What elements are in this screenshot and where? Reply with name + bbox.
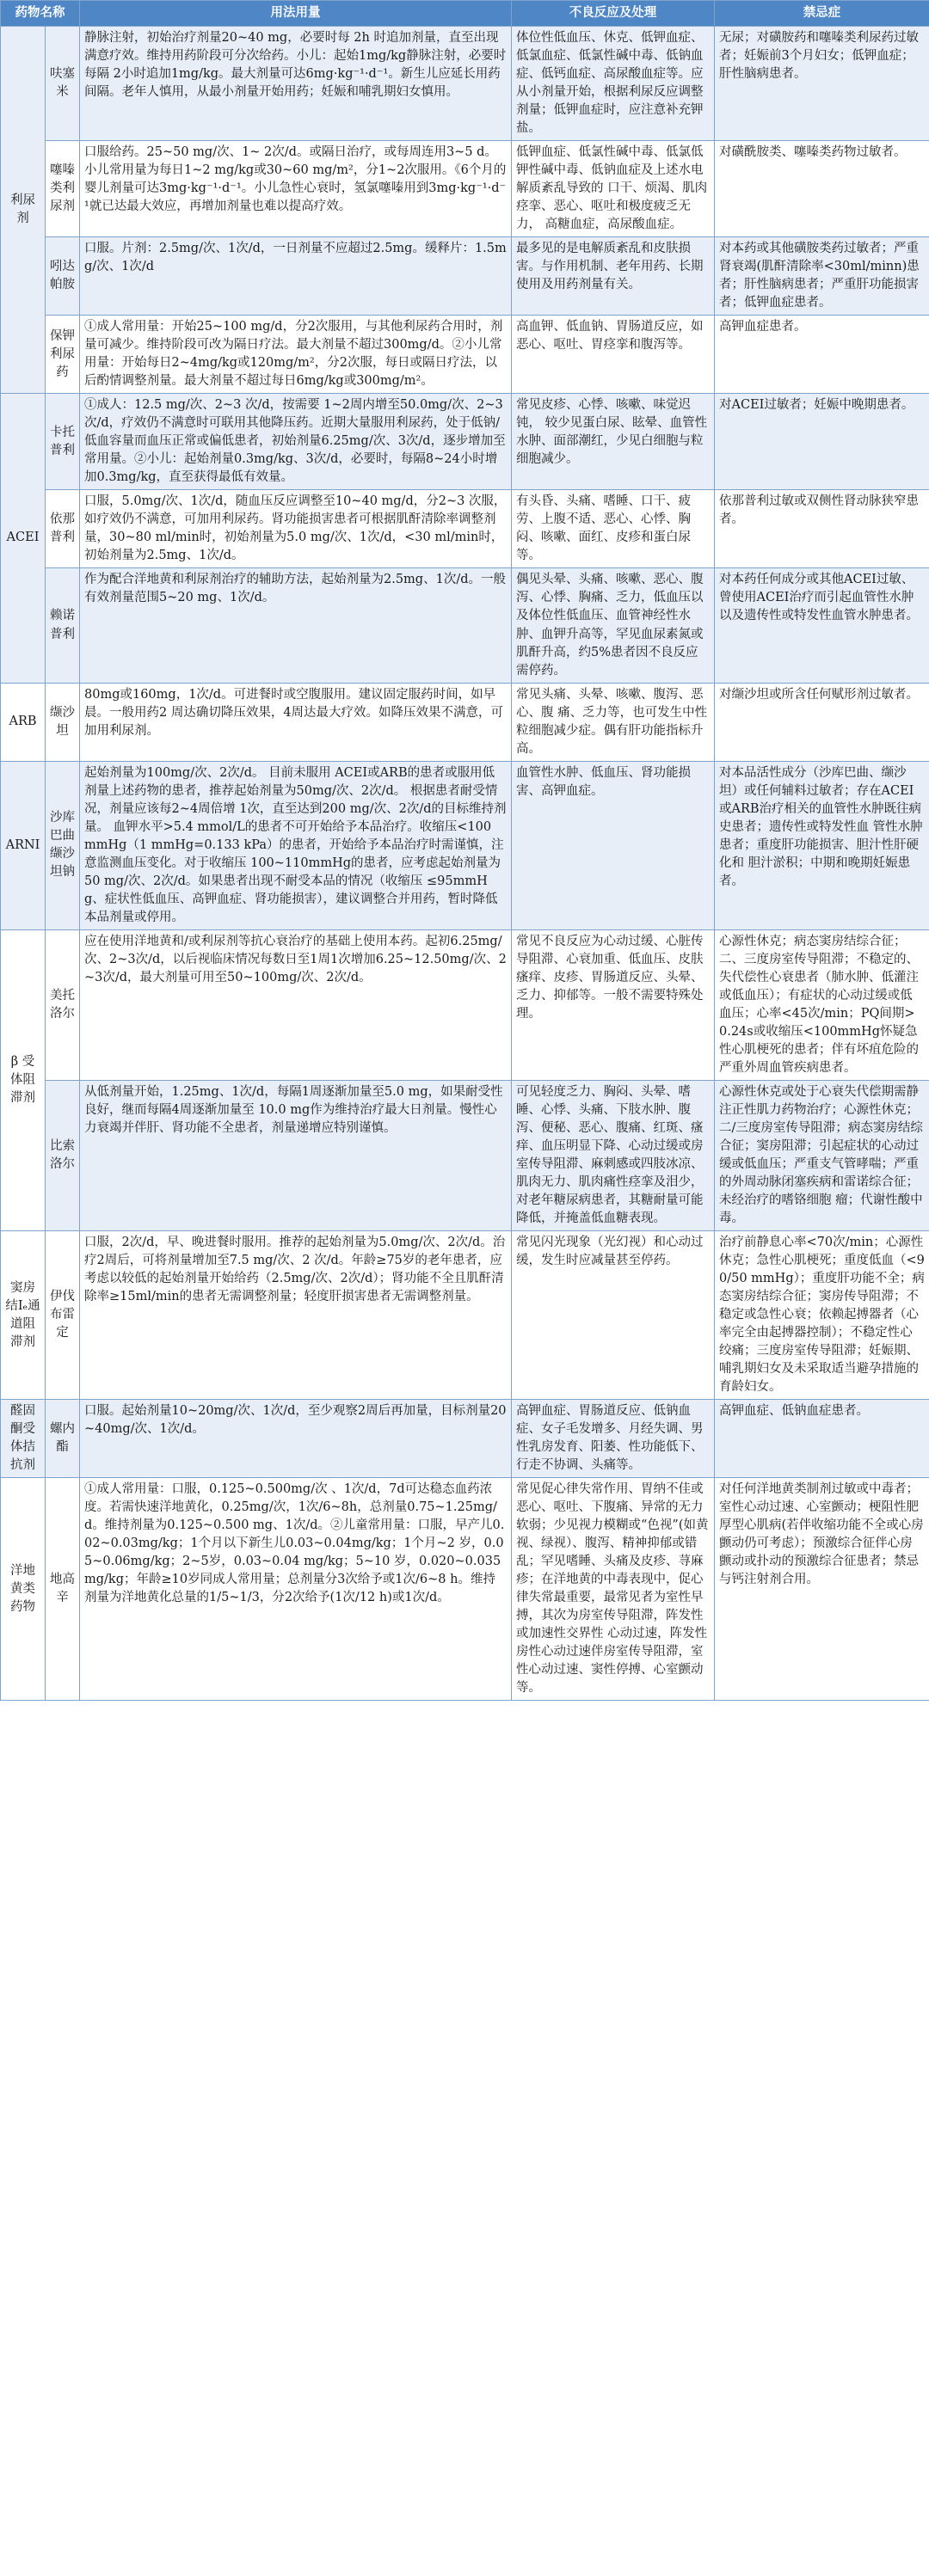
usage-cell: ①成人：12.5 mg/次、2~3 次/d，按需要 1~2周内增至50.0mg/次、2~3次/d，疗效仍不满意时可联用其他降压药。近期大量服用利尿药，处于低钠/低血容量而血压正常或偏低患者，初始剂量6.25mg/次、3次/d，逐步增加至常用量。②小儿：起始剂量0.3mg/kg、3次/d，必要时，每隔8~24小时增加0.3mg/kg，直至获得最低有效量。 xyxy=(80,394,512,490)
contraindication-cell: 对磺酰胺类、噻嗪类药物过敏者。 xyxy=(715,141,929,237)
drug-class-cell: ARB xyxy=(1,683,46,761)
drug-name-cell: 保钾利尿药 xyxy=(46,316,80,394)
contraindication-cell: 治疗前静息心率<70次/min；心源性休克；急性心肌梗死；重度低血（<90/50 mmHg）；重度肝功能不全；病态窦房结综合征；窦房传导阻滞；不稳定或急性心衰；依赖起搏器者（心率完全由起搏器控制）；不稳定性心绞痛；三度房室传导阻滞；妊娠期、哺乳期妇女及未采取适当避孕措施的育龄妇女。 xyxy=(715,1231,929,1400)
table-row xyxy=(1,761,929,929)
usage-cell: 口服。起始剂量10~20mg/次、1次/d，至少观察2周后再加量，目标剂量20~40mg/次、1次/d。 xyxy=(80,1400,512,1478)
table-row xyxy=(1,1478,929,1701)
drug-name-cell: 伊伐布雷定 xyxy=(46,1231,80,1400)
drug-class-cell: 窦房结Iₑ通道阻滞剂 xyxy=(1,1231,46,1400)
header-drug-name: 药物名称 xyxy=(1,1,80,27)
drug-name-cell: 依那普利 xyxy=(46,490,80,568)
table-row xyxy=(1,683,929,761)
drug-name-cell: 吲达帕胺 xyxy=(46,237,80,316)
drug-name-cell: 赖诺普利 xyxy=(46,568,80,683)
drug-name-cell: 呋塞米 xyxy=(46,27,80,141)
contraindication-cell: 心源性休克或处于心衰失代偿期需静注正性肌力药物治疗；心源性休克；二/三度房室传导阻滞；病态窦房结综合征；窦房阻滞；引起症状的心动过缓或低血压；严重支气管哮喘；严重的外周动脉闭塞疾病和雷诺综合征；未经治疗的嗜铬细胞 瘤；代谢性酸中毒。 xyxy=(715,1080,929,1230)
adverse-cell: 体位性低血压、休克、低钾血症、低氯血症、低氯性碱中毒、低钠血症、低钙血症、高尿酸血症等。应从小剂量开始，根据利尿反应调整剂量；低钾血症时，应注意补充钾盐。 xyxy=(512,27,715,141)
adverse-cell: 低钾血症、低氯性碱中毒、低氯低 钾性碱中毒、低钠血症及上述水电解质紊乱导致的 口干、烦渴、肌肉痉挛、恶心、呕吐和极度疲乏无力， 高糖血症，高尿酸血症。 xyxy=(512,141,715,237)
adverse-cell: 常见皮疹、心悸、咳嗽、味觉迟钝， 较少见蛋白尿、眩晕、血管性水肿、面部潮红，少见白细胞与粒细胞减少。 xyxy=(512,394,715,490)
adverse-cell: 血管性水肿、低血压、肾功能损害、高钾血症。 xyxy=(512,761,715,929)
table-row xyxy=(1,929,929,1080)
table-row xyxy=(1,1400,929,1478)
table-row xyxy=(1,141,929,237)
usage-cell: 作为配合洋地黄和利尿剂治疗的辅助方法，起始剂量为2.5mg、1次/d。一般有效剂量范围5~20 mg、1次/d。 xyxy=(80,568,512,683)
usage-cell: ①成人常用量：口服，0.125~0.500mg/次 、1次/d，7d可达稳态血药浓度。若需快速洋地黄化，0.25mg/次，1次/6~8h，总剂量0.75~1.25mg/d。维持剂量为0.125~0.500 mg、1次/d。②儿童常用量：口服，早产儿0.02~0.03mg/kg；1个月以下新生儿0.03~0.04mg/kg；1个月~2 岁，0.05~0.06mg/kg；2~5岁，0.03~0.04 mg/kg；5~10 岁，0.020~0.035 mg/kg；年龄≥10岁同成人常用量；总剂量分3次给予或1次/6~8 h。维持剂量为洋地黄化总量的1/5~1/3，分2次给予(1次/12 h)或1次/d。 xyxy=(80,1478,512,1701)
drug-class-cell: 洋地黄类药物 xyxy=(1,1478,46,1701)
contraindication-cell: 对ACEI过敏者；妊娠中晚期患者。 xyxy=(715,394,929,490)
table-row xyxy=(1,1231,929,1400)
drug-name-cell: 噻嗪类利尿剂 xyxy=(46,141,80,237)
drug-class-cell: 利尿剂 xyxy=(1,27,46,394)
header-usage: 用法用量 xyxy=(80,1,512,27)
usage-cell: 80mg或160mg，1次/d。可进餐时或空腹服用。建议固定服药时间，如早晨。一般用药2 周达确切降压效果，4周达最大疗效。如降压效果不满意，可加用利尿剂。 xyxy=(80,683,512,761)
contraindication-cell: 对缬沙坦或所含任何赋形剂过敏者。 xyxy=(715,683,929,761)
usage-cell: 静脉注射，初始治疗剂量20~40 mg，必要时每 2h 时追加剂量，直至出现满意疗效。维持用药阶段可分次给药。小儿：起始1mg/kg静脉注射，必要时每隔 2小时追加1mg/kg。最大剂量可达6mg·kg⁻¹·d⁻¹。新生儿应延长用药间隔。老年人慎用，从最小剂量开始用药；妊娠和哺乳期妇女慎用。 xyxy=(80,27,512,141)
adverse-cell: 常见促心律失常作用、胃纳不佳或恶心、呕吐、下腹痛、异常的无力软弱；少见视力模糊或“色视”(如黄视、绿视）、腹泻、精神抑郁或错乱；罕见嗜睡、头痛及皮疹、荨麻疹；在洋地黄的中毒表现中，促心律失常最重要，最常见者为室性早搏，其次为房室传导阻滞，阵发性或加速性交界性 心动过速，阵发性房性心动过速伴房室传导阻滞，室性心动过速、窦性停搏、心室颤动等。 xyxy=(512,1478,715,1701)
contraindication-cell: 对任何洋地黄类制剂过敏或中毒者；室性心动过速、心室颤动；梗阻性肥厚型心肌病(若伴收缩功能不全或心房颤动仍可考虑）；预激综合征伴心房颤动或扑动的预激综合征患者；禁忌与钙注射剂合用。 xyxy=(715,1478,929,1701)
adverse-cell: 可见轻度乏力、胸闷、头晕、嗜睡、心悸、头痛、下肢水肿、腹泻、便秘、恶心、腹痛、红斑、瘙痒、血压明显下降、心动过缓或房室传导阻滞、麻刺感或四肢冰凉、肌肉无力、肌肉痛性痉挛及泪少，对老年糖尿病患者，其糖耐量可能降低，并掩盖低血糖表现。 xyxy=(512,1080,715,1230)
adverse-cell: 最多见的是电解质紊乱和皮肤损害。与作用机制、老年用药、长期使用及用药剂量有关。 xyxy=(512,237,715,316)
contraindication-cell: 依那普利过敏或双侧性肾动脉狭窄患者。 xyxy=(715,490,929,568)
drug-name-cell: 地高辛 xyxy=(46,1478,80,1701)
usage-cell: 口服。片剂：2.5mg/次、1次/d，一日剂量不应超过2.5mg。缓释片：1.5mg/次、1次/d xyxy=(80,237,512,316)
table-row xyxy=(1,490,929,568)
drug-name-cell: 沙库巴曲缬沙坦钠 xyxy=(46,761,80,929)
header-adverse: 不良反应及处理 xyxy=(512,1,715,27)
drug-name-cell: 螺内酯 xyxy=(46,1400,80,1478)
drug-class-cell: 醛固酮受体拮抗剂 xyxy=(1,1400,46,1478)
adverse-cell: 高血钾、低血钠、胃肠道反应，如 恶心、呕吐、胃痉挛和腹泻等。 xyxy=(512,316,715,394)
adverse-cell: 有头昏、头痛、嗜睡、口干、疲劳、上腹不适、恶心、心悸、胸闷、咳嗽、面红、皮疹和蛋白尿等。 xyxy=(512,490,715,568)
contraindication-cell: 对本品活性成分（沙库巴曲、缬沙坦）或任何辅料过敏者；存在ACEI或ARB治疗相关的血管性水肿既往病史患者；遗传性或特发性血 管性水肿患者；重度肝功能损害、胆汁性肝硬化和 胆汁淤积；中期和晚期妊娠患者。 xyxy=(715,761,929,929)
table-row xyxy=(1,394,929,490)
drug-name-cell: 卡托普利 xyxy=(46,394,80,490)
drug-name-cell: 美托洛尔 xyxy=(46,929,80,1080)
contraindication-cell: 对本药或其他磺胺类药过敏者；严重肾衰竭(肌酐清除率<30ml/minn)患者；肝性脑病患者；严重肝功能损害者；低钾血症患者。 xyxy=(715,237,929,316)
contraindication-cell: 心源性休克；病态窦房结综合征；二、三度房室传导阻滞；不稳定的、失代偿性心衰患者（肺水肿、低灌注或低血压）；有症状的心动过缓或低血压；心率<45次/min；PQ间期>0.24s或收缩压<100mmHg怀疑急性心肌梗死的患者；伴有坏疽危险的严重外周血管疾病患者。 xyxy=(715,929,929,1080)
adverse-cell: 高钾血症、胃肠道反应、低钠血症、女子毛发增多、月经失调、男性乳房发育、阳萎、性功能低下、行走不协调、头痛等。 xyxy=(512,1400,715,1478)
drug-class-cell: ARNI xyxy=(1,761,46,929)
adverse-cell: 常见闪光现象（光幻视）和心动过缓，发生时应减量甚至停药。 xyxy=(512,1231,715,1400)
usage-cell: 口服，2次/d，早、晚进餐时服用。推荐的起始剂量为5.0mg/次、2次/d。治疗2周后，可将剂量增加至7.5 mg/次、2 次/d。年龄≥75岁的老年患者，应考虑以较低的起始剂量开始给药（2.5mg/次、2次/d）；肾功能不全且肌酐清除率≥15ml/min的患者无需调整剂量；轻度肝损害患者无需调整剂量。 xyxy=(80,1231,512,1400)
adverse-cell: 常见不良反应为心动过缓、心脏传导阻滞、心衰加重、低血压、皮肤瘙痒、皮疹、胃肠道反应、头晕、乏力、抑郁等。一般不需要特殊处理。 xyxy=(512,929,715,1080)
table-row xyxy=(1,568,929,683)
drug-class-cell: β 受体阻滞剂 xyxy=(1,929,46,1230)
drug-class-cell: ACEI xyxy=(1,394,46,683)
usage-cell: 口服，5.0mg/次、1次/d，随血压反应调整至10~40 mg/d，分2~3 次服，如疗效仍不满意，可加用利尿药。肾功能损害患者可根据肌酐清除率调整剂量，30~80 ml/min时，初始剂量为5.0 mg/次、1次/d，<30 ml/min时，初始剂量为2.5mg、1次/d。 xyxy=(80,490,512,568)
header-row xyxy=(1,1,929,27)
table-body xyxy=(1,27,929,1701)
adverse-cell: 常见头痛、头晕、咳嗽、腹泻、恶心、腹 痛、乏力等，也可发生中性粒细胞减少症。偶有肝功能指标升高。 xyxy=(512,683,715,761)
contraindication-cell: 无尿；对磺胺药和噻嗪类利尿药过敏者；妊娠前3个月妇女；低钾血症；肝性脑病患者。 xyxy=(715,27,929,141)
usage-cell: 起始剂量为100mg/次、2次/d。 目前未服用 ACEI或ARB的患者或服用低剂量上述药物的患者，推荐起始剂量为50mg/次、2次/d。 根据患者耐受情况，剂量应该每2~4周倍增 1次，直至达到200 mg/次、2次/d的目标维持剂量。 血钾水平>5.4 mmol/L的患者不可开始给予本品治疗。收缩压<100 mmHg（1 mmHg=0.133 kPa）的患者，开始给予本品治疗时需谨慎，注意监测血压变化。对于收缩压 100~110mmHg的患者，应考虑起始剂量为50 mg/次、2次/d。如果患者出现不耐受本品的情况（收缩压 ≤95mmHg、症状性低血压、高钾血症、肾功能损害），建议调整合并用药，暂时降低本品剂量或停用。 xyxy=(80,761,512,929)
usage-cell: ①成人常用量：开始25~100 mg/d，分2次服用，与其他利尿药合用时，剂量可减少。维持阶段可改为隔日疗法。最大剂量不超过300mg/d。②小儿常用量：开始每日2~4mg/kg或120mg/m²，分2次服，每日或隔日疗法，以后酌情调整剂量。最大剂量不超过每日6mg/kg或300mg/m²。 xyxy=(80,316,512,394)
drug-name-cell: 缬沙坦 xyxy=(46,683,80,761)
table-row xyxy=(1,316,929,394)
contraindication-cell: 高钾血症、低钠血症患者。 xyxy=(715,1400,929,1478)
usage-cell: 从低剂量开始，1.25mg、1次/d，每隔1周逐渐加量至5.0 mg，如果耐受性良好，继而每隔4周逐渐加量至 10.0 mg作为维持治疗最大日剂量。慢性心力衰竭并伴肝、肾功能不全患者，剂量递增应特别谨慎。 xyxy=(80,1080,512,1230)
drug-name-cell: 比索洛尔 xyxy=(46,1080,80,1230)
contraindication-cell: 对本药任何成分或其他ACEI过敏、曾使用ACEI治疗而引起血管性水肿以及遗传性或特发性血管水肿患者。 xyxy=(715,568,929,683)
usage-cell: 口服给药。25~50 mg/次、1~ 2次/d。或隔日治疗，或每周连用3~5 d。小儿常用量为每日1~2 mg/kg或30~60 mg/m²，分1~2次服用。《6个月的婴儿剂量可达3mg·kg⁻¹·d⁻¹。小儿急性心衰时，氢氯噻嗪用到3mg·kg⁻¹·d⁻¹就已达最大效应，再增加剂量也难以提高疗效。 xyxy=(80,141,512,237)
adverse-cell: 偶见头晕、头痛、咳嗽、恶心、腹泻、心悸、胸痛、乏力，低血压以及体位性低血压、血管神经性水肿、血钾升高等，罕见血尿素氮或肌酐升高，约5%患者因不良反应需停药。 xyxy=(512,568,715,683)
table-row xyxy=(1,237,929,316)
usage-cell: 应在使用洋地黄和/或利尿剂等抗心衰治疗的基础上使用本药。起初6.25mg/次、2~3次/d，以后视临床情况每数日至1周1次增加6.25~12.50mg/次、2~3次/d，最大剂量可用至50~100mg/次、2次/d。 xyxy=(80,929,512,1080)
header-contraindication: 禁忌症 xyxy=(715,1,929,27)
table-row xyxy=(1,27,929,141)
table-row xyxy=(1,1080,929,1230)
contraindication-cell: 高钾血症患者。 xyxy=(715,316,929,394)
